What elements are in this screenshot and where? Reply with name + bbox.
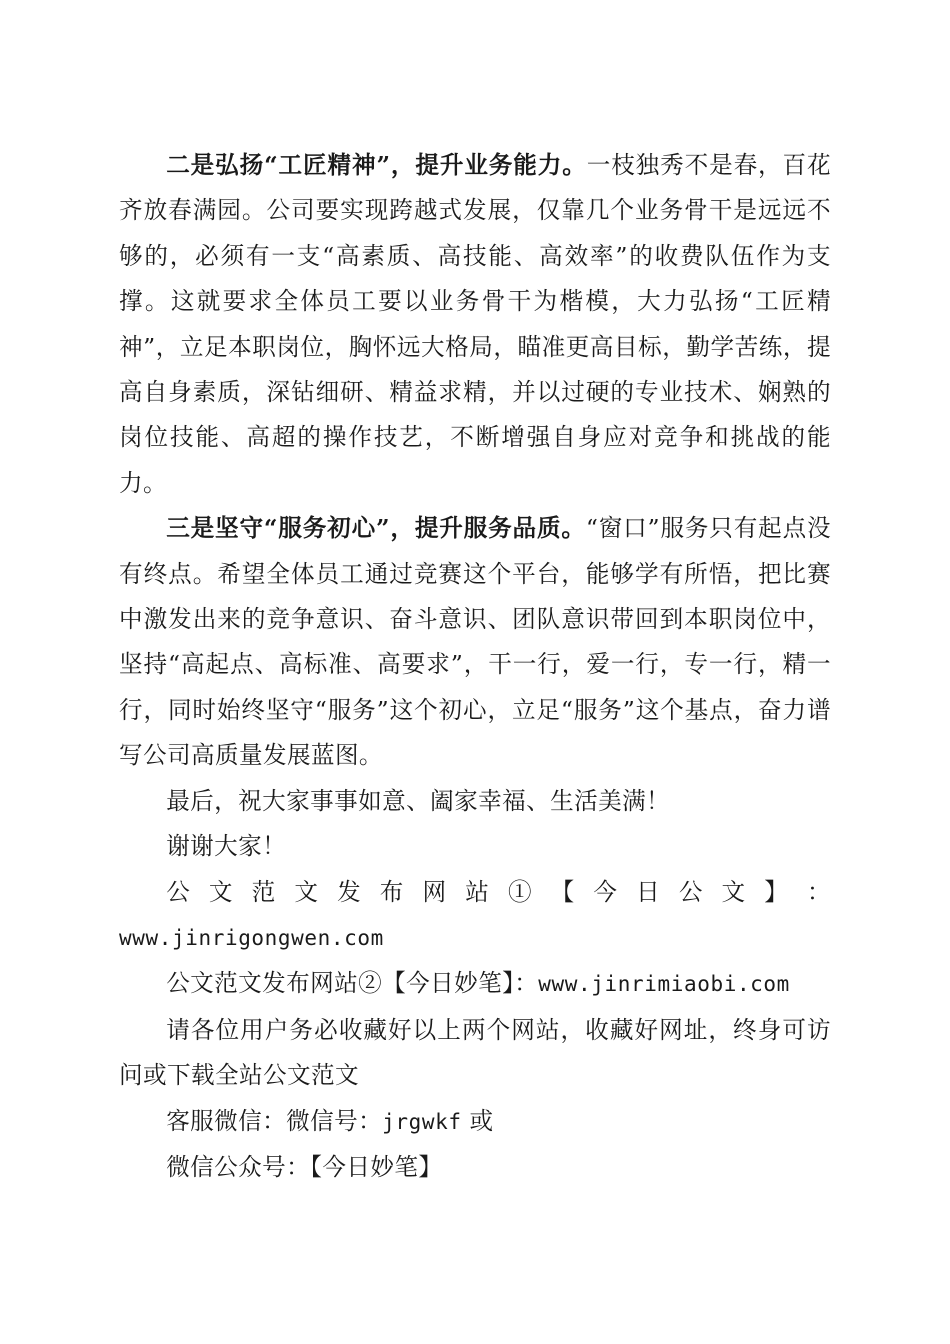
paragraph-bookmark-notice: 请各位用户务必收藏好以上两个网站，收藏好网址，终身可访问或下载全站公文范文	[119, 1015, 831, 1090]
site-two-label-text: 公文范文发布网站②【今日妙笔】：	[166, 969, 539, 998]
site-two-url-link[interactable]: www.jinrimiaobi.com	[538, 972, 790, 997]
wechat-id-text: jrgwkf	[382, 1109, 462, 1134]
paragraph-lead-heading: 三是坚守“服务初心”，提升服务品质。	[166, 514, 586, 543]
wechat-suffix-text: 或	[461, 1106, 494, 1135]
paragraph-thanks: 谢谢大家！	[166, 832, 287, 861]
paragraph-closing-wishes: 最后，祝大家事事如意、阖家幸福、生活美满！	[166, 786, 671, 815]
site-one-label	[119, 870, 831, 915]
paragraph-lead-heading: 二是弘扬“工匠精神”，提升业务能力。	[166, 151, 587, 179]
paragraph-service-original-intent	[119, 506, 831, 778]
paragraph-body-text: 一枝独秀不是春，百花齐放春满园。公司要实现跨越式发展，仅靠几个业务骨干是远远不够的，必须有一支“高素质、高技能、高效率”的收费队伍作为支撑。这就要求全体员工要以业务骨干为楷模，大力弘扬“工匠精神”，立足本职岗位，胸怀远大格局，瞄准更高目标，勤学苦练，提高自身素质，深钻细研、精益求精，并以过硬的专业技术、娴熟的岗位技能、高超的操作技艺，不断增强自身应对竞争和挑战的能力。	[119, 151, 831, 497]
paragraph-craftsman-spirit	[119, 143, 831, 506]
paragraph-body-text: “窗口”服务只有起点没有终点。希望全体员工通过竞赛这个平台，能够学有所悟，把比赛中激发出来的竞争意识、奋斗意识、团队意识带回到本职岗位中，坚持“高起点、高标准、高要求”，干一行，爱一行，专一行，精一行，同时始终坚守“服务”这个初心，立足“服务”这个基点，奋力谱写公司高质量发展蓝图。	[119, 514, 831, 770]
wechat-label-text: 客服微信：微信号：	[166, 1106, 383, 1135]
site-one-url-line	[119, 915, 831, 961]
site-one-url-link[interactable]: www.jinrigongwen.com	[119, 925, 384, 950]
official-account-line: 微信公众号：【今日妙笔】	[166, 1152, 443, 1181]
document-body	[119, 143, 831, 1190]
site-one-label-text: 公 文 范 文 发 布 网 站 ① 【 今 日 公 文 】 ：	[166, 877, 831, 906]
site-two-line	[119, 961, 831, 1007]
customer-service-wechat-line	[119, 1099, 831, 1145]
